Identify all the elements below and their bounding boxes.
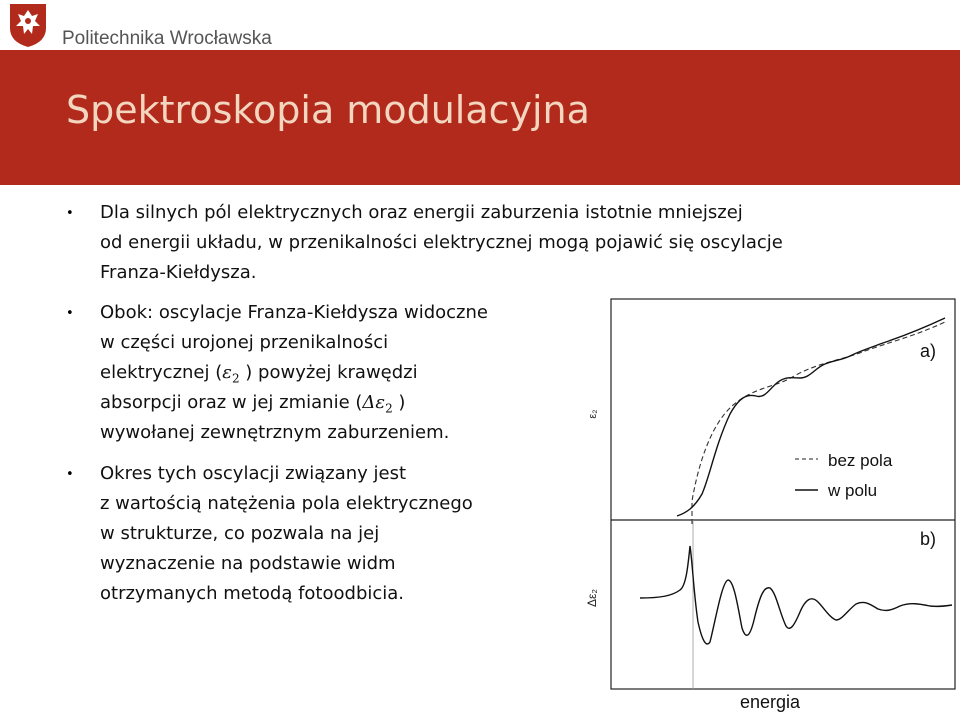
bullet-3-line-4: wyznaczenie na podstawie widm: [100, 553, 396, 574]
delta-eps2-curve: [640, 546, 952, 644]
bullet-marker: •: [66, 206, 74, 221]
bullet-3-line-1: Okres tych oscylacji związany jest: [100, 463, 407, 484]
bullet-2-line-5: wywołanej zewnętrznym zaburzeniem.: [100, 422, 450, 443]
eps2-with-field-curve: [677, 318, 945, 516]
header-bar: [0, 0, 960, 50]
panel-a-label: a): [920, 341, 937, 361]
bullet-2-line-1: Obok: oscylacje Franza-Kiełdysza widoczne: [100, 302, 488, 323]
bullet-2-line-2: w części urojonej przenikalności: [100, 332, 389, 353]
bullet-2-line-3-end: ) powyżej krawędzi: [239, 362, 418, 383]
delta-epsilon-2-symbol: $\Delta\varepsilon_2$: [362, 392, 393, 416]
bullet-2-line-4-start: absorpcji oraz w jej zmianie (: [100, 392, 363, 413]
x-axis-label: energia: [739, 692, 801, 712]
bullet-3-line-5: otrzymanych metodą fotoodbicia.: [100, 583, 405, 604]
panel-b-label: b): [920, 529, 937, 549]
university-name: Politechnika Wrocławska: [62, 28, 272, 49]
eps2-without-field-curve: [692, 322, 945, 524]
bullet-1-line-3: Franza-Kiełdysza.: [100, 262, 257, 283]
bullet-2-line-3-start: elektrycznej (: [100, 362, 223, 383]
bullet-1-line-2: od energii układu, w przenikalności elektrycznej mogą pojawić się oscylacje: [100, 232, 783, 253]
bullet-3-line-2: z wartością natężenia pola elektrycznego: [100, 493, 473, 514]
y-axis-label-top: ε₂: [587, 409, 599, 419]
bullet-marker: •: [66, 306, 74, 321]
y-axis-label-bottom: Δε₂: [585, 588, 599, 608]
bullet-3-line-3: w strukturze, co pozwala na jej: [100, 523, 380, 544]
franz-keldysh-figure: [580, 296, 960, 720]
epsilon-2-symbol: $\varepsilon_2$: [222, 362, 240, 386]
figure-frame: [611, 299, 955, 689]
slide-title: Spektroskopia modulacyjna: [66, 88, 590, 132]
university-crest-icon: [8, 2, 48, 48]
bullet-2-line-4-end: ): [392, 392, 406, 413]
legend-bez-pola: bez pola: [828, 451, 893, 470]
bullet-1-line-1: Dla silnych pól elektrycznych oraz energii zaburzenia istotnie mniejszej: [100, 202, 743, 223]
legend-w-polu: w polu: [828, 481, 878, 500]
bullet-marker: •: [66, 467, 74, 482]
